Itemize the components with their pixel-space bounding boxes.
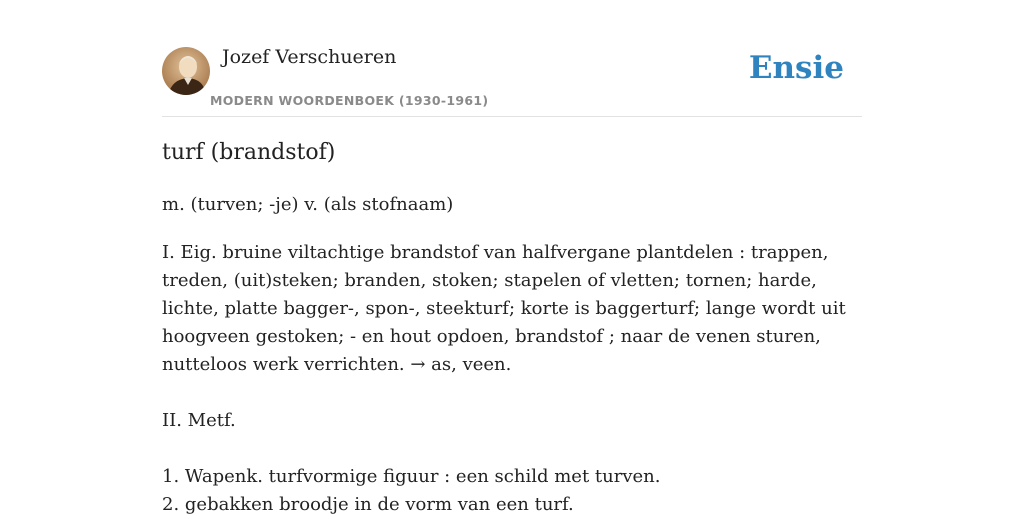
definition-sense-1: I. Eig. bruine viltachtige brandstof van halfvergane plantdelen : trappen, treden, (uit)steken; branden, stoken; stapelen of vletten; tornen; harde, lichte, platte bagger-, spon-, steekturf; korte is baggerturf; lange wordt uit hoogveen gestoken; - en hout opdoen, brandstof ; naar de venen sturen, nutteloos werk verrichten. → as, veen. bbox=[162, 242, 846, 375]
definition-sense-2-item: 1. Wapenk. turfvormige figuur : een schild met turven. bbox=[162, 466, 661, 487]
definition-sense-2-item: 2. gebakken broodje in de vorm van een turf. bbox=[162, 494, 574, 515]
author-avatar[interactable] bbox=[162, 47, 210, 95]
ensie-logo[interactable]: Ensie bbox=[748, 50, 844, 86]
entry-title: turf (brandstof) bbox=[162, 140, 336, 165]
entry-header bbox=[162, 46, 862, 117]
author-portrait-icon bbox=[162, 47, 210, 95]
paragraph-gap bbox=[162, 379, 867, 407]
entry-definition bbox=[162, 239, 867, 519]
author-name[interactable]: Jozef Verschueren bbox=[222, 46, 397, 68]
grammar-info: m. (turven; -je) v. (als stofnaam) bbox=[162, 194, 454, 215]
definition-sense-2-heading: II. Metf. bbox=[162, 410, 236, 431]
paragraph-gap bbox=[162, 435, 867, 463]
dictionary-source[interactable]: MODERN WOORDENBOEK (1930-1961) bbox=[210, 93, 489, 108]
